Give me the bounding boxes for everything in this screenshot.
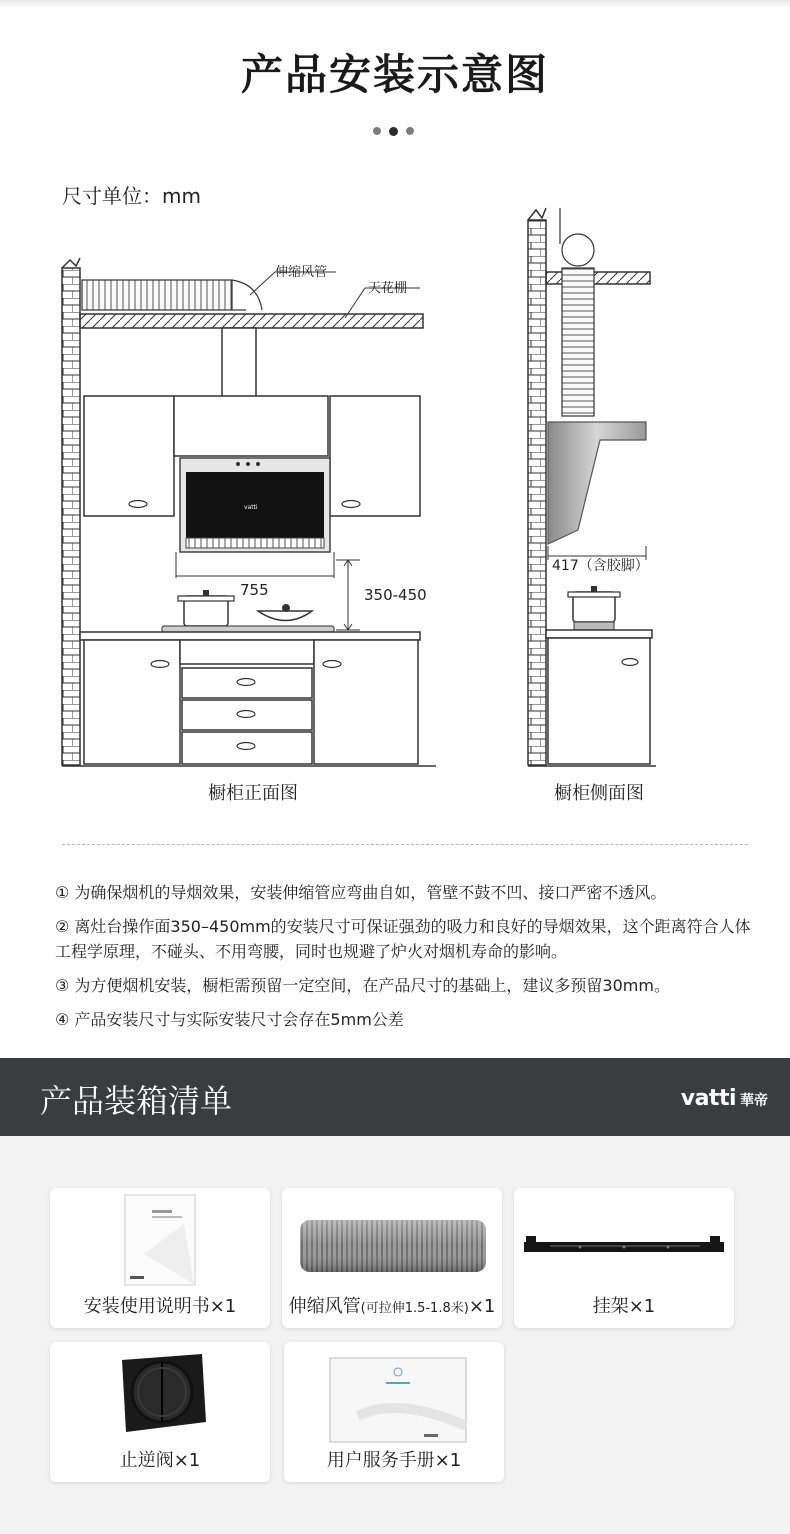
- packing-item-label: 挂架×1: [592, 1296, 656, 1317]
- page-title: 产品安装示意图: [240, 50, 549, 99]
- hood-brand: vatti: [244, 504, 258, 511]
- packing-item-label: [282, 1292, 502, 1318]
- packing-item-manual: [50, 1188, 270, 1328]
- duct-icon: [296, 1218, 490, 1274]
- packing-item-label: 止逆阀×1: [119, 1450, 201, 1471]
- packing-item-label: 安装使用说明书×1: [83, 1296, 237, 1317]
- divider: [62, 844, 748, 845]
- note-item: ② 离灶台操作面350–450mm的安装尺寸可保证强劲的吸力和良好的导烟效果，这个距离符合人体工程学原理，不碰头、不用弯腰，同时也规避了炉火对烟机寿命的影响。: [55, 917, 751, 961]
- duct-label: 伸缩风管: [275, 265, 328, 280]
- side-view: [528, 208, 656, 766]
- height-dimension: 350-450: [364, 586, 427, 604]
- manual-icon: [124, 1194, 196, 1286]
- carousel-dots: [373, 127, 414, 136]
- ceiling-label: 天花棚: [368, 281, 408, 296]
- carousel-dot-active[interactable]: [389, 127, 398, 136]
- depth-dimension: 417（含胶脚）: [552, 558, 649, 574]
- duct-label-qty: ×1: [468, 1296, 496, 1317]
- installation-diagram: [0, 200, 790, 820]
- packing-item-bracket: [514, 1188, 734, 1328]
- packing-item-duct: [282, 1188, 502, 1328]
- side-view-caption: 橱柜侧面图: [554, 783, 644, 804]
- top-shade: [0, 0, 790, 8]
- packing-item-check-valve: [50, 1342, 270, 1482]
- carousel-dot[interactable]: [406, 127, 414, 135]
- packing-banner: [0, 1058, 790, 1136]
- check-valve-icon: [114, 1350, 210, 1436]
- packing-item-service-manual: [284, 1342, 504, 1482]
- packing-list: [0, 1136, 790, 1534]
- duct-label-main: 伸缩风管: [288, 1296, 361, 1317]
- note-item: ④ 产品安装尺寸与实际安装尺寸会存在5mm公差: [55, 1010, 404, 1029]
- bracket-icon: [520, 1232, 728, 1262]
- note-item: ① 为确保烟机的导烟效果，安装伸缩管应弯曲自如，管壁不鼓不凹、接口严密不透风。: [55, 883, 667, 902]
- brand-logo: [681, 1086, 768, 1111]
- brand-name: vatti: [680, 1086, 736, 1111]
- duct-label-small: (可拉伸1.5-1.8米): [360, 1301, 469, 1316]
- packing-item-label: 用户服务手册×1: [326, 1450, 462, 1471]
- width-dimension: 755: [240, 581, 269, 599]
- front-view-caption: 橱柜正面图: [208, 783, 298, 804]
- front-view: [62, 258, 436, 766]
- brand-cn: 華帝: [740, 1093, 768, 1109]
- packing-title: 产品装箱清单: [40, 1082, 233, 1120]
- notes-list: [55, 880, 755, 1041]
- note-item: ③ 为方便烟机安装，橱柜需预留一定空间，在产品尺寸的基础上，建议多预留30mm。: [55, 976, 670, 995]
- carousel-dot[interactable]: [373, 127, 381, 135]
- service-manual-icon: [328, 1356, 468, 1444]
- unit-label: 尺寸单位：mm: [62, 184, 201, 208]
